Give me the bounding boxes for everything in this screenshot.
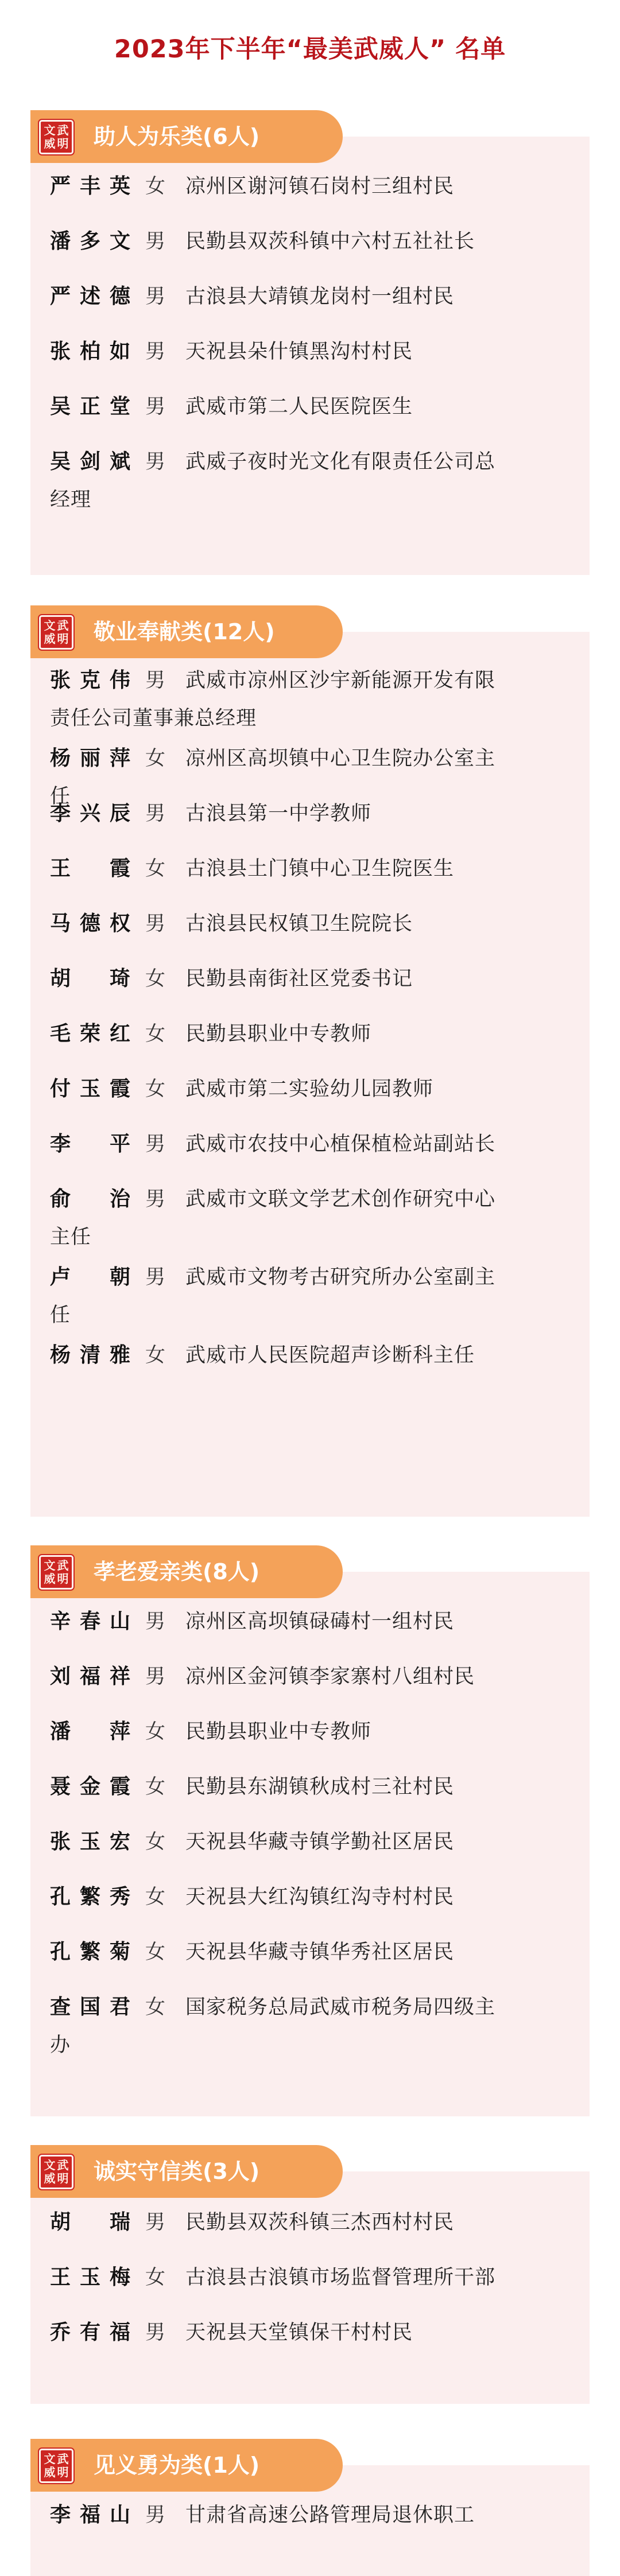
person-gender: 女 [145, 175, 166, 198]
seal-char: 武 [57, 619, 69, 632]
list-item [50, 2314, 569, 2352]
person-gender: 男 [145, 802, 166, 825]
section-title: 助人为乐类(6人) [94, 124, 260, 149]
list-item [50, 2259, 569, 2297]
person-name: 张克伟 [50, 669, 130, 692]
person-description: 天祝县华藏寺镇学勤社区居民 [185, 1831, 455, 1854]
person-name: 吴正堂 [50, 395, 130, 418]
person-name: 孔繁菊 [50, 1940, 130, 1964]
person-description: 武威子夜时光文化有限责任公司总 [185, 450, 496, 473]
person-name: 聂金霞 [50, 1775, 130, 1798]
list-item [50, 278, 569, 316]
list-item [50, 1823, 569, 1861]
person-name: 张玉宏 [50, 1830, 130, 1854]
list-item [50, 1933, 569, 1971]
civilization-seal-icon [39, 2449, 73, 2483]
person-name: 潘 萍 [50, 1720, 130, 1743]
person-description-continued: 责任公司董事兼总经理 [50, 707, 257, 730]
section-header [30, 2145, 343, 2198]
person-description: 天祝县天堂镇保干村村民 [185, 2321, 413, 2344]
person-gender: 女 [145, 857, 166, 880]
list-item [50, 168, 569, 205]
person-description-continued: 任 [50, 1304, 71, 1327]
person-gender: 男 [145, 1266, 166, 1289]
person-gender: 女 [145, 2266, 166, 2289]
person-name: 马德权 [50, 912, 130, 935]
person-name: 李福山 [50, 2503, 130, 2527]
person-gender: 女 [145, 747, 166, 770]
list-item [50, 1336, 569, 1374]
person-name: 严述德 [50, 285, 130, 308]
seal-char: 武 [57, 2158, 69, 2172]
person-name: 王玉梅 [50, 2266, 130, 2289]
person-name: 毛荣红 [50, 1022, 130, 1046]
person-name: 李 平 [50, 1132, 130, 1156]
person-description: 民勤县南街社区党委书记 [185, 968, 413, 990]
section-card [30, 2439, 590, 2576]
list-item [50, 1125, 569, 1163]
list-item [50, 850, 569, 888]
person-description: 民勤县双茨科镇中六村五社社长 [185, 230, 475, 253]
person-description: 民勤县职业中专教师 [185, 1720, 372, 1743]
person-gender: 女 [145, 1831, 166, 1854]
person-description-continued: 主任 [50, 1226, 92, 1249]
page-title: 2023年下半年“最美武威人” 名单 [114, 35, 506, 64]
list-item [50, 1258, 569, 1334]
seal-char: 威 [44, 137, 56, 150]
seal-char: 威 [44, 2171, 56, 2185]
person-gender: 男 [145, 1188, 166, 1211]
person-name: 乔有福 [50, 2321, 130, 2344]
list-item [50, 960, 569, 998]
person-gender: 女 [145, 1941, 166, 1964]
person-description-continued: 任 [50, 785, 71, 808]
person-name: 卢 朝 [50, 1265, 130, 1289]
list-item [50, 1015, 569, 1053]
list-item [50, 1070, 569, 1108]
person-gender: 女 [145, 1344, 166, 1367]
person-name: 杨丽萍 [50, 747, 130, 770]
person-description: 民勤县双茨科镇三杰西村村民 [185, 2211, 455, 2234]
seal-char: 文 [44, 1559, 56, 1572]
person-name: 潘多文 [50, 230, 130, 253]
list-item [50, 662, 569, 737]
person-gender: 男 [145, 285, 166, 308]
person-gender: 男 [145, 395, 166, 418]
person-gender: 女 [145, 1023, 166, 1046]
person-description: 凉州区高坝镇碌碡村一组村民 [185, 1610, 455, 1633]
person-description: 民勤县东湖镇秋成村三社村民 [185, 1775, 455, 1798]
list-item [50, 795, 569, 833]
person-gender: 女 [145, 1886, 166, 1909]
civilization-seal-icon [39, 2155, 73, 2189]
section-title: 诚实守信类(3人) [94, 2159, 260, 2184]
section-header [30, 110, 343, 163]
person-name: 严丰英 [50, 174, 130, 198]
person-description-continued: 办 [50, 2034, 71, 2057]
person-gender: 男 [145, 1133, 166, 1156]
person-description: 古浪县土门镇中心卫生院医生 [185, 857, 455, 880]
list-item [50, 443, 569, 519]
person-name: 吴剑斌 [50, 450, 130, 473]
person-gender: 男 [145, 1610, 166, 1633]
person-description: 武威市文联文学艺术创作研究中心 [185, 1188, 496, 1211]
person-gender: 女 [145, 968, 166, 990]
seal-char: 文 [44, 2452, 56, 2466]
section-header [30, 605, 343, 658]
person-name: 查国君 [50, 1995, 130, 2019]
person-description: 国家税务总局武威市税务局四级主 [185, 1996, 496, 2019]
list-item [50, 905, 569, 943]
person-name: 刘福祥 [50, 1665, 130, 1688]
person-name: 俞 治 [50, 1187, 130, 1211]
person-description: 民勤县职业中专教师 [185, 1023, 372, 1046]
person-description: 天祝县朵什镇黑沟村村民 [185, 340, 413, 363]
seal-char: 文 [44, 619, 56, 632]
civilization-seal-icon [39, 120, 73, 154]
person-description: 武威市文物考古研究所办公室副主 [185, 1266, 496, 1289]
seal-char: 威 [44, 1572, 56, 1586]
section-card [30, 2145, 590, 2404]
seal-char: 文 [44, 2158, 56, 2172]
seal-char: 明 [57, 2465, 69, 2479]
section-header [30, 2439, 343, 2492]
person-description: 武威市第二人民医院医生 [185, 395, 413, 418]
list-item [50, 2496, 569, 2534]
person-gender: 女 [145, 1775, 166, 1798]
person-gender: 男 [145, 2504, 166, 2527]
person-name: 胡 琦 [50, 967, 130, 990]
person-description: 甘肃省高速公路管理局退休职工 [185, 2504, 475, 2527]
list-item [50, 1713, 569, 1751]
seal-char: 文 [44, 123, 56, 137]
person-description: 凉州区高坝镇中心卫生院办公室主 [185, 747, 496, 770]
person-gender: 男 [145, 450, 166, 473]
person-gender: 男 [145, 340, 166, 363]
person-gender: 男 [145, 912, 166, 935]
person-description-continued: 经理 [50, 488, 92, 511]
list-item [50, 1603, 569, 1641]
person-description: 凉州区谢河镇石岗村三组村民 [185, 175, 455, 198]
person-name: 辛春山 [50, 1610, 130, 1633]
person-gender: 男 [145, 669, 166, 692]
seal-char: 武 [57, 123, 69, 137]
person-name: 李兴辰 [50, 802, 130, 825]
person-description: 古浪县大靖镇龙岗村一组村民 [185, 285, 455, 308]
civilization-seal-icon [39, 615, 73, 650]
person-description: 凉州区金河镇李家寨村八组村民 [185, 1665, 475, 1688]
person-gender: 男 [145, 2321, 166, 2344]
section-title: 敬业奉献类(12人) [94, 619, 275, 644]
civilization-seal-icon [39, 1555, 73, 1590]
person-name: 张柏如 [50, 340, 130, 363]
person-gender: 女 [145, 1996, 166, 2019]
seal-char: 威 [44, 2465, 56, 2479]
list-item [50, 388, 569, 426]
section-card [30, 1545, 590, 2116]
person-gender: 女 [145, 1720, 166, 1743]
person-gender: 男 [145, 1665, 166, 1688]
section-title: 孝老爱亲类(8人) [94, 1559, 260, 1584]
seal-char: 明 [57, 1572, 69, 1586]
list-item [50, 333, 569, 371]
person-gender: 女 [145, 1078, 166, 1101]
person-name: 付玉霞 [50, 1077, 130, 1101]
seal-char: 明 [57, 632, 69, 646]
person-description: 武威市农技中心植保植检站副站长 [185, 1133, 496, 1156]
person-description: 古浪县古浪镇市场监督管理所干部 [185, 2266, 496, 2289]
seal-char: 明 [57, 2171, 69, 2185]
person-description: 武威市凉州区沙宇新能源开发有限 [185, 669, 496, 692]
person-name: 王 霞 [50, 857, 130, 880]
seal-char: 武 [57, 1559, 69, 1572]
person-description: 古浪县第一中学教师 [185, 802, 372, 825]
list-item [50, 223, 569, 261]
list-item [50, 1988, 569, 2064]
section-header [30, 1545, 343, 1598]
person-gender: 男 [145, 2211, 166, 2234]
person-gender: 男 [145, 230, 166, 253]
person-description: 天祝县大红沟镇红沟寺村村民 [185, 1886, 455, 1909]
person-description: 武威市人民医院超声诊断科主任 [185, 1344, 475, 1367]
list-item [50, 1878, 569, 1916]
section-card [30, 110, 590, 575]
person-description: 武威市第二实验幼儿园教师 [185, 1078, 434, 1101]
person-name: 胡 瑞 [50, 2210, 130, 2234]
section-card [30, 605, 590, 1517]
seal-char: 威 [44, 632, 56, 646]
list-item [50, 1180, 569, 1256]
list-item [50, 1768, 569, 1806]
seal-char: 明 [57, 137, 69, 150]
person-name: 杨清雅 [50, 1343, 130, 1367]
person-name: 孔繁秀 [50, 1885, 130, 1909]
person-description: 天祝县华藏寺镇华秀社区居民 [185, 1941, 455, 1964]
list-item [50, 2204, 569, 2241]
seal-char: 武 [57, 2452, 69, 2466]
list-item [50, 1658, 569, 1696]
person-description: 古浪县民权镇卫生院院长 [185, 912, 413, 935]
section-title: 见义勇为类(1人) [94, 2453, 260, 2478]
